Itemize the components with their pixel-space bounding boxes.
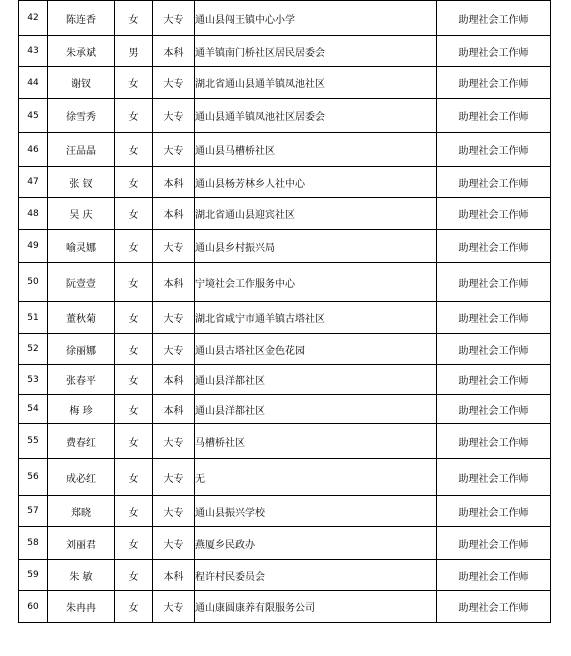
job-title-cell: 助理社会工作师 [437,133,551,167]
work-unit-cell: 通山县乡村振兴局 [195,230,437,263]
row-number: 53 [19,365,48,395]
education-cell: 大专 [153,334,195,365]
job-title-cell: 助理社会工作师 [437,365,551,395]
work-unit-cell: 通山县洋都社区 [195,365,437,395]
row-number: 46 [19,133,48,167]
work-unit-cell: 通山县闯王镇中心小学 [195,1,437,36]
gender-cell: 女 [115,67,153,99]
gender-cell: 女 [115,496,153,527]
table-row [19,527,551,560]
person-name: 徐丽娜 [48,334,115,365]
person-name: 陈连香 [48,1,115,36]
table-row [19,99,551,133]
education-cell: 大专 [153,459,195,496]
gender-cell: 女 [115,459,153,496]
table-row [19,230,551,263]
education-cell: 本科 [153,263,195,302]
job-title-cell: 助理社会工作师 [437,167,551,198]
education-cell: 本科 [153,560,195,591]
table-row [19,560,551,591]
job-title-cell: 助理社会工作师 [437,198,551,230]
job-title-cell: 助理社会工作师 [437,591,551,623]
job-title-cell: 助理社会工作师 [437,334,551,365]
person-name: 刘丽君 [48,527,115,560]
work-unit-cell: 湖北省通山县迎宾社区 [195,198,437,230]
table-row [19,36,551,67]
row-number: 59 [19,560,48,591]
person-name: 朱 敏 [48,560,115,591]
person-name: 徐雪秀 [48,99,115,133]
row-number: 58 [19,527,48,560]
row-number: 57 [19,496,48,527]
person-name: 喻灵娜 [48,230,115,263]
work-unit-cell: 通山县马槽桥社区 [195,133,437,167]
gender-cell: 女 [115,167,153,198]
row-number: 49 [19,230,48,263]
row-number: 56 [19,459,48,496]
job-title-cell: 助理社会工作师 [437,99,551,133]
work-unit-cell: 通羊镇南门桥社区居民居委会 [195,36,437,67]
work-unit-cell: 通山县洋都社区 [195,395,437,424]
education-cell: 大专 [153,496,195,527]
job-title-cell: 助理社会工作师 [437,230,551,263]
person-name: 谢钗 [48,67,115,99]
person-name: 张 钗 [48,167,115,198]
roster-sheet [18,0,550,623]
table-row [19,302,551,334]
person-name: 朱冉冉 [48,591,115,623]
person-name: 梅 珍 [48,395,115,424]
person-name: 成必红 [48,459,115,496]
job-title-cell: 助理社会工作师 [437,395,551,424]
person-name: 阮壹壹 [48,263,115,302]
education-cell: 大专 [153,67,195,99]
row-number: 50 [19,263,48,302]
work-unit-cell: 燕厦乡民政办 [195,527,437,560]
gender-cell: 女 [115,424,153,459]
gender-cell: 女 [115,99,153,133]
table-row [19,167,551,198]
education-cell: 本科 [153,365,195,395]
job-title-cell: 助理社会工作师 [437,67,551,99]
roster-table-body [19,1,551,623]
job-title-cell: 助理社会工作师 [437,424,551,459]
table-row [19,459,551,496]
work-unit-cell: 湖北省通山县通羊镇凤池社区 [195,67,437,99]
table-row [19,67,551,99]
education-cell: 大专 [153,99,195,133]
table-row [19,334,551,365]
gender-cell: 男 [115,36,153,67]
person-name: 朱承斌 [48,36,115,67]
education-cell: 本科 [153,395,195,424]
work-unit-cell: 宁境社会工作服务中心 [195,263,437,302]
education-cell: 大专 [153,302,195,334]
education-cell: 大专 [153,424,195,459]
table-row [19,395,551,424]
work-unit-cell: 通山县振兴学校 [195,496,437,527]
gender-cell: 女 [115,302,153,334]
person-name: 张春平 [48,365,115,395]
job-title-cell: 助理社会工作师 [437,527,551,560]
row-number: 42 [19,1,48,36]
education-cell: 大专 [153,133,195,167]
table-row [19,496,551,527]
gender-cell: 女 [115,365,153,395]
work-unit-cell: 无 [195,459,437,496]
person-name: 郑晓 [48,496,115,527]
row-number: 45 [19,99,48,133]
gender-cell: 女 [115,263,153,302]
education-cell: 本科 [153,198,195,230]
table-row [19,424,551,459]
person-name: 汪品晶 [48,133,115,167]
gender-cell: 女 [115,560,153,591]
row-number: 48 [19,198,48,230]
job-title-cell: 助理社会工作师 [437,1,551,36]
work-unit-cell: 湖北省咸宁市通羊镇古塔社区 [195,302,437,334]
work-unit-cell: 通山县通羊镇凤池社区居委会 [195,99,437,133]
education-cell: 大专 [153,591,195,623]
gender-cell: 女 [115,395,153,424]
education-cell: 大专 [153,527,195,560]
row-number: 55 [19,424,48,459]
table-row [19,133,551,167]
education-cell: 本科 [153,167,195,198]
gender-cell: 女 [115,198,153,230]
table-row [19,198,551,230]
job-title-cell: 助理社会工作师 [437,459,551,496]
table-row [19,365,551,395]
job-title-cell: 助理社会工作师 [437,36,551,67]
gender-cell: 女 [115,230,153,263]
row-number: 52 [19,334,48,365]
person-name: 董秋菊 [48,302,115,334]
gender-cell: 女 [115,1,153,36]
job-title-cell: 助理社会工作师 [437,496,551,527]
row-number: 47 [19,167,48,198]
row-number: 43 [19,36,48,67]
work-unit-cell: 程许村民委员会 [195,560,437,591]
row-number: 60 [19,591,48,623]
work-unit-cell: 通山县杨芳林乡人社中心 [195,167,437,198]
table-row [19,1,551,36]
gender-cell: 女 [115,591,153,623]
person-name: 费春红 [48,424,115,459]
gender-cell: 女 [115,133,153,167]
person-name: 吴 庆 [48,198,115,230]
job-title-cell: 助理社会工作师 [437,263,551,302]
table-row [19,591,551,623]
education-cell: 本科 [153,36,195,67]
job-title-cell: 助理社会工作师 [437,560,551,591]
row-number: 54 [19,395,48,424]
work-unit-cell: 通山康圆康养有限服务公司 [195,591,437,623]
row-number: 51 [19,302,48,334]
gender-cell: 女 [115,527,153,560]
work-unit-cell: 通山县古塔社区金色花园 [195,334,437,365]
table-row [19,263,551,302]
roster-table [18,0,551,623]
gender-cell: 女 [115,334,153,365]
job-title-cell: 助理社会工作师 [437,302,551,334]
education-cell: 大专 [153,1,195,36]
education-cell: 大专 [153,230,195,263]
row-number: 44 [19,67,48,99]
work-unit-cell: 马槽桥社区 [195,424,437,459]
